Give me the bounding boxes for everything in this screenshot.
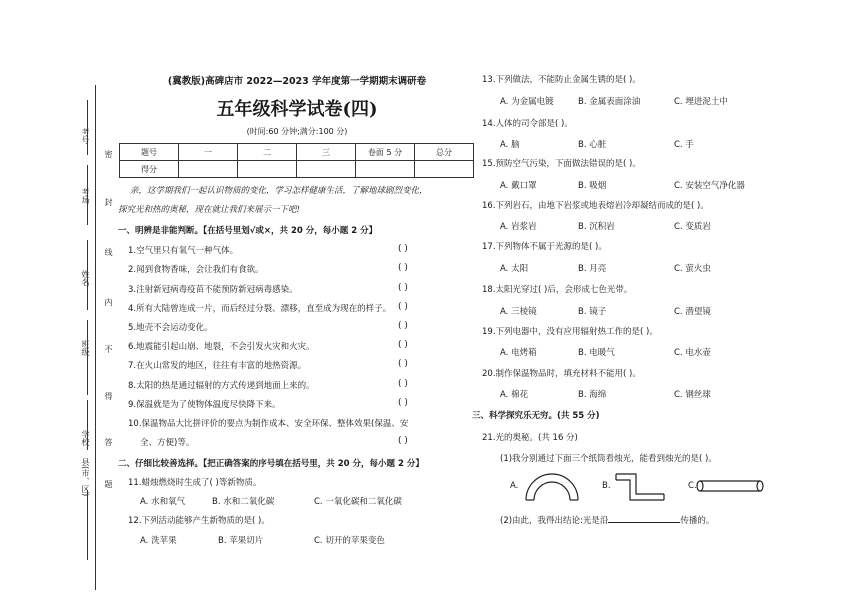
option-a[interactable]: A. 水和氧气 xyxy=(140,497,186,507)
option-c[interactable]: C. 安装空气净化器 xyxy=(674,181,745,191)
question-14: 14.人体的司令部是( )。 xyxy=(482,119,573,129)
score-cell: 总分 xyxy=(415,144,474,161)
tube-label-b: B. xyxy=(602,481,611,491)
question-16: 16.下列岩石，由地下岩浆或地表熔岩冷却凝结而成的是( )。 xyxy=(482,201,709,211)
option-b[interactable]: B. 沉积岩 xyxy=(578,222,615,232)
tube-label-c: C. xyxy=(688,481,697,491)
question-18-options xyxy=(500,305,711,317)
seal-char-2: 封 xyxy=(104,198,113,206)
judge-item-10-cont: 全、方便)等。 xyxy=(140,438,195,448)
question-21-2-prefix: (2)由此，我得出结论:光是沿 xyxy=(500,516,609,526)
judge-item-8: 8.太阳的热是通过辐射的方式传递到地面上来的。 xyxy=(128,381,315,391)
judge-item-9: 9.保温就是为了使物体温度尽快降下来。 xyxy=(128,400,281,410)
exam-room-field[interactable] xyxy=(87,165,88,225)
option-c[interactable]: C. 切开的苹果变色 xyxy=(314,536,385,546)
option-a[interactable]: A. 戴口罩 xyxy=(500,181,537,191)
label-name: 姓名 xyxy=(81,270,90,286)
score-cell: 得分 xyxy=(120,161,179,178)
option-b[interactable]: B. 金属表面涂油 xyxy=(578,97,641,107)
score-cell: 题号 xyxy=(120,144,179,161)
answer-paren[interactable]: ( ) xyxy=(398,398,408,408)
score-cell: 三 xyxy=(297,144,356,161)
answer-paren[interactable]: ( ) xyxy=(398,359,408,369)
exam-time-info: (时间:60 分钟;满分:100 分) xyxy=(246,127,348,136)
question-16-options xyxy=(500,220,711,232)
question-21: 21.光的奥秘。(共 16 分) xyxy=(482,433,578,443)
label-exam-number: 考号 xyxy=(81,128,90,144)
score-cell: 二 xyxy=(238,144,297,161)
section2-heading: 二、仔细比较善选择。【把正确答案的序号填在括号里，共 20 分，每小题 2 分】 xyxy=(118,459,424,469)
option-a[interactable]: A. 电烤箱 xyxy=(500,348,537,358)
seal-char-6: 得 xyxy=(104,392,113,400)
score-input-cell[interactable] xyxy=(297,161,356,178)
bent-tube-icon[interactable] xyxy=(614,472,666,502)
intro-text: 亲，这学期我们一起认识物质的变化，学习怎样健康生活，了解地球剧烈变化，探究光和热的奥秘，现在就让我们来展示一下吧! xyxy=(118,186,428,215)
label-exam-room: 考场 xyxy=(81,188,90,204)
option-b[interactable]: B. 月亮 xyxy=(578,264,607,274)
exam-number-field[interactable] xyxy=(87,100,88,155)
section3-heading: 三、科学探究乐无穷。(共 55 分) xyxy=(472,411,600,421)
county-field[interactable] xyxy=(87,490,88,560)
judge-item-3: 3.注射新冠病毒疫苗不能预防新冠病毒感染。 xyxy=(128,285,298,295)
option-b[interactable]: B. 镜子 xyxy=(578,307,607,317)
option-b[interactable]: B. 电暖气 xyxy=(578,348,615,358)
score-cell: 卷面 5 分 xyxy=(356,144,415,161)
option-c[interactable]: C. 手 xyxy=(674,140,694,150)
score-cell: 一 xyxy=(179,144,238,161)
option-b[interactable]: B. 吸烟 xyxy=(578,181,607,191)
score-table-header-row xyxy=(120,144,474,161)
judge-item-4: 4.所有大陆曾连成一片，而后经过分裂、漂移，直至成为现在的样子。 xyxy=(128,304,392,314)
question-13-options xyxy=(500,95,728,107)
question-14-options xyxy=(500,138,694,150)
option-a[interactable]: A. 棉花 xyxy=(500,390,529,400)
straight-tube-icon[interactable] xyxy=(696,478,764,494)
option-b[interactable]: B. 苹果切片 xyxy=(218,536,264,546)
question-17-options xyxy=(500,262,711,274)
option-a[interactable]: A. 三棱镜 xyxy=(500,307,537,317)
score-input-cell[interactable] xyxy=(415,161,474,178)
option-c[interactable]: C. 潜望镜 xyxy=(674,307,711,317)
answer-paren[interactable]: ( ) xyxy=(398,263,408,273)
judge-item-6: 6.地震能引起山崩、地裂，不会引发火灾和火灾。 xyxy=(128,342,315,352)
curved-tube-icon[interactable] xyxy=(522,468,582,502)
tube-label-a: A. xyxy=(510,481,519,491)
option-a[interactable]: A. 洗苹果 xyxy=(140,536,177,546)
score-input-cell[interactable] xyxy=(179,161,238,178)
question-11-options xyxy=(140,495,402,507)
judge-item-1: 1.空气里只有氧气一种气体。 xyxy=(128,246,239,256)
name-field[interactable] xyxy=(87,240,88,310)
question-19: 19.下列电器中，没有应用辐射热工作的是( )。 xyxy=(482,327,658,337)
score-input-cell[interactable] xyxy=(356,161,415,178)
exam-subtitle: (冀教版)高碑店市 2022—2023 学年度第一学期期末调研卷 xyxy=(167,76,427,87)
class-field[interactable] xyxy=(87,320,88,395)
question-18: 18.太阳光穿过( )后，会形成七色光带。 xyxy=(482,285,633,295)
option-c[interactable]: C. 一氧化碳和二氧化碳 xyxy=(314,497,402,507)
seal-char-3: 线 xyxy=(104,248,113,256)
option-c[interactable]: C. 钢丝球 xyxy=(674,390,711,400)
answer-paren[interactable]: ( ) xyxy=(398,436,408,446)
judge-item-5: 5.地壳不会运动变化。 xyxy=(128,323,213,333)
label-school: 学校 xyxy=(81,430,90,446)
question-20-options xyxy=(500,388,711,400)
question-21-2 xyxy=(500,513,714,526)
seal-line xyxy=(95,85,96,590)
label-class: 班级 xyxy=(81,340,90,356)
answer-blank[interactable] xyxy=(608,513,680,523)
question-20: 20.制作保温物品时，填充材料不能用( )。 xyxy=(482,369,641,379)
binding-margin xyxy=(0,0,118,609)
option-a[interactable]: A. 为金属电镀 xyxy=(500,97,554,107)
option-a[interactable]: A. 太阳 xyxy=(500,264,529,274)
option-c[interactable]: C. 电水壶 xyxy=(674,348,711,358)
seal-char-7: 答 xyxy=(104,438,113,446)
answer-paren[interactable]: ( ) xyxy=(398,283,408,293)
question-21-2-suffix: 传播的。 xyxy=(680,516,715,526)
question-11: 11.蜡烛燃烧时生成了( )等新物质。 xyxy=(128,478,262,488)
question-12-options xyxy=(140,534,385,546)
seal-char-1: 密 xyxy=(104,150,113,158)
judge-item-2: 2.闻到食物香味，会让我们有食欲。 xyxy=(128,265,264,275)
exam-title: 五年级科学试卷(四) xyxy=(216,99,378,120)
question-21-1: (1)我分别通过下面三个纸筒看烛光，能看到烛光的是( )。 xyxy=(500,454,717,464)
answer-paren[interactable]: ( ) xyxy=(398,244,408,254)
answer-paren[interactable]: ( ) xyxy=(398,321,408,331)
score-input-cell[interactable] xyxy=(238,161,297,178)
question-12: 12.下列活动能够产生新物质的是( )。 xyxy=(128,516,270,526)
score-table-score-row xyxy=(120,161,474,178)
question-13: 13.下列做法，不能防止金属生锈的是( )。 xyxy=(482,75,641,85)
label-county: 县(市、区) xyxy=(81,458,90,497)
option-b[interactable]: B. 心脏 xyxy=(578,140,607,150)
question-19-options xyxy=(500,346,711,358)
school-field[interactable] xyxy=(87,400,88,450)
section1-heading: 一、明辨是非能判断。【在括号里划√或×，共 20 分，每小题 2 分】 xyxy=(118,226,378,236)
question-15: 15.预防空气污染，下面做法错误的是( )。 xyxy=(482,159,641,169)
seal-char-5: 不 xyxy=(104,345,113,353)
question-15-options xyxy=(500,179,745,191)
option-c[interactable]: C. 变质岩 xyxy=(674,222,711,232)
option-b[interactable]: B. 水和二氧化碳 xyxy=(212,497,275,507)
option-b[interactable]: B. 海绵 xyxy=(578,390,607,400)
answer-paren[interactable]: ( ) xyxy=(398,302,408,312)
judge-item-7: 7.在火山常发的地区，往往有丰富的地热资源。 xyxy=(128,361,307,371)
seal-char-4: 内 xyxy=(104,298,113,306)
seal-char-8: 题 xyxy=(104,480,113,488)
score-table xyxy=(119,143,474,178)
question-17: 17.下列物体不属于光源的是( )。 xyxy=(482,242,607,252)
judge-item-10: 10.保温物品大比拼评价的要点为制作成本、安全环保、整体效果(保温、安 xyxy=(128,419,409,429)
option-c[interactable]: C. 埋进泥土中 xyxy=(674,97,728,107)
answer-paren[interactable]: ( ) xyxy=(398,340,408,350)
option-c[interactable]: C. 萤火虫 xyxy=(674,264,711,274)
option-a[interactable]: A. 岩浆岩 xyxy=(500,222,537,232)
answer-paren[interactable]: ( ) xyxy=(398,379,408,389)
option-a[interactable]: A. 脑 xyxy=(500,140,520,150)
